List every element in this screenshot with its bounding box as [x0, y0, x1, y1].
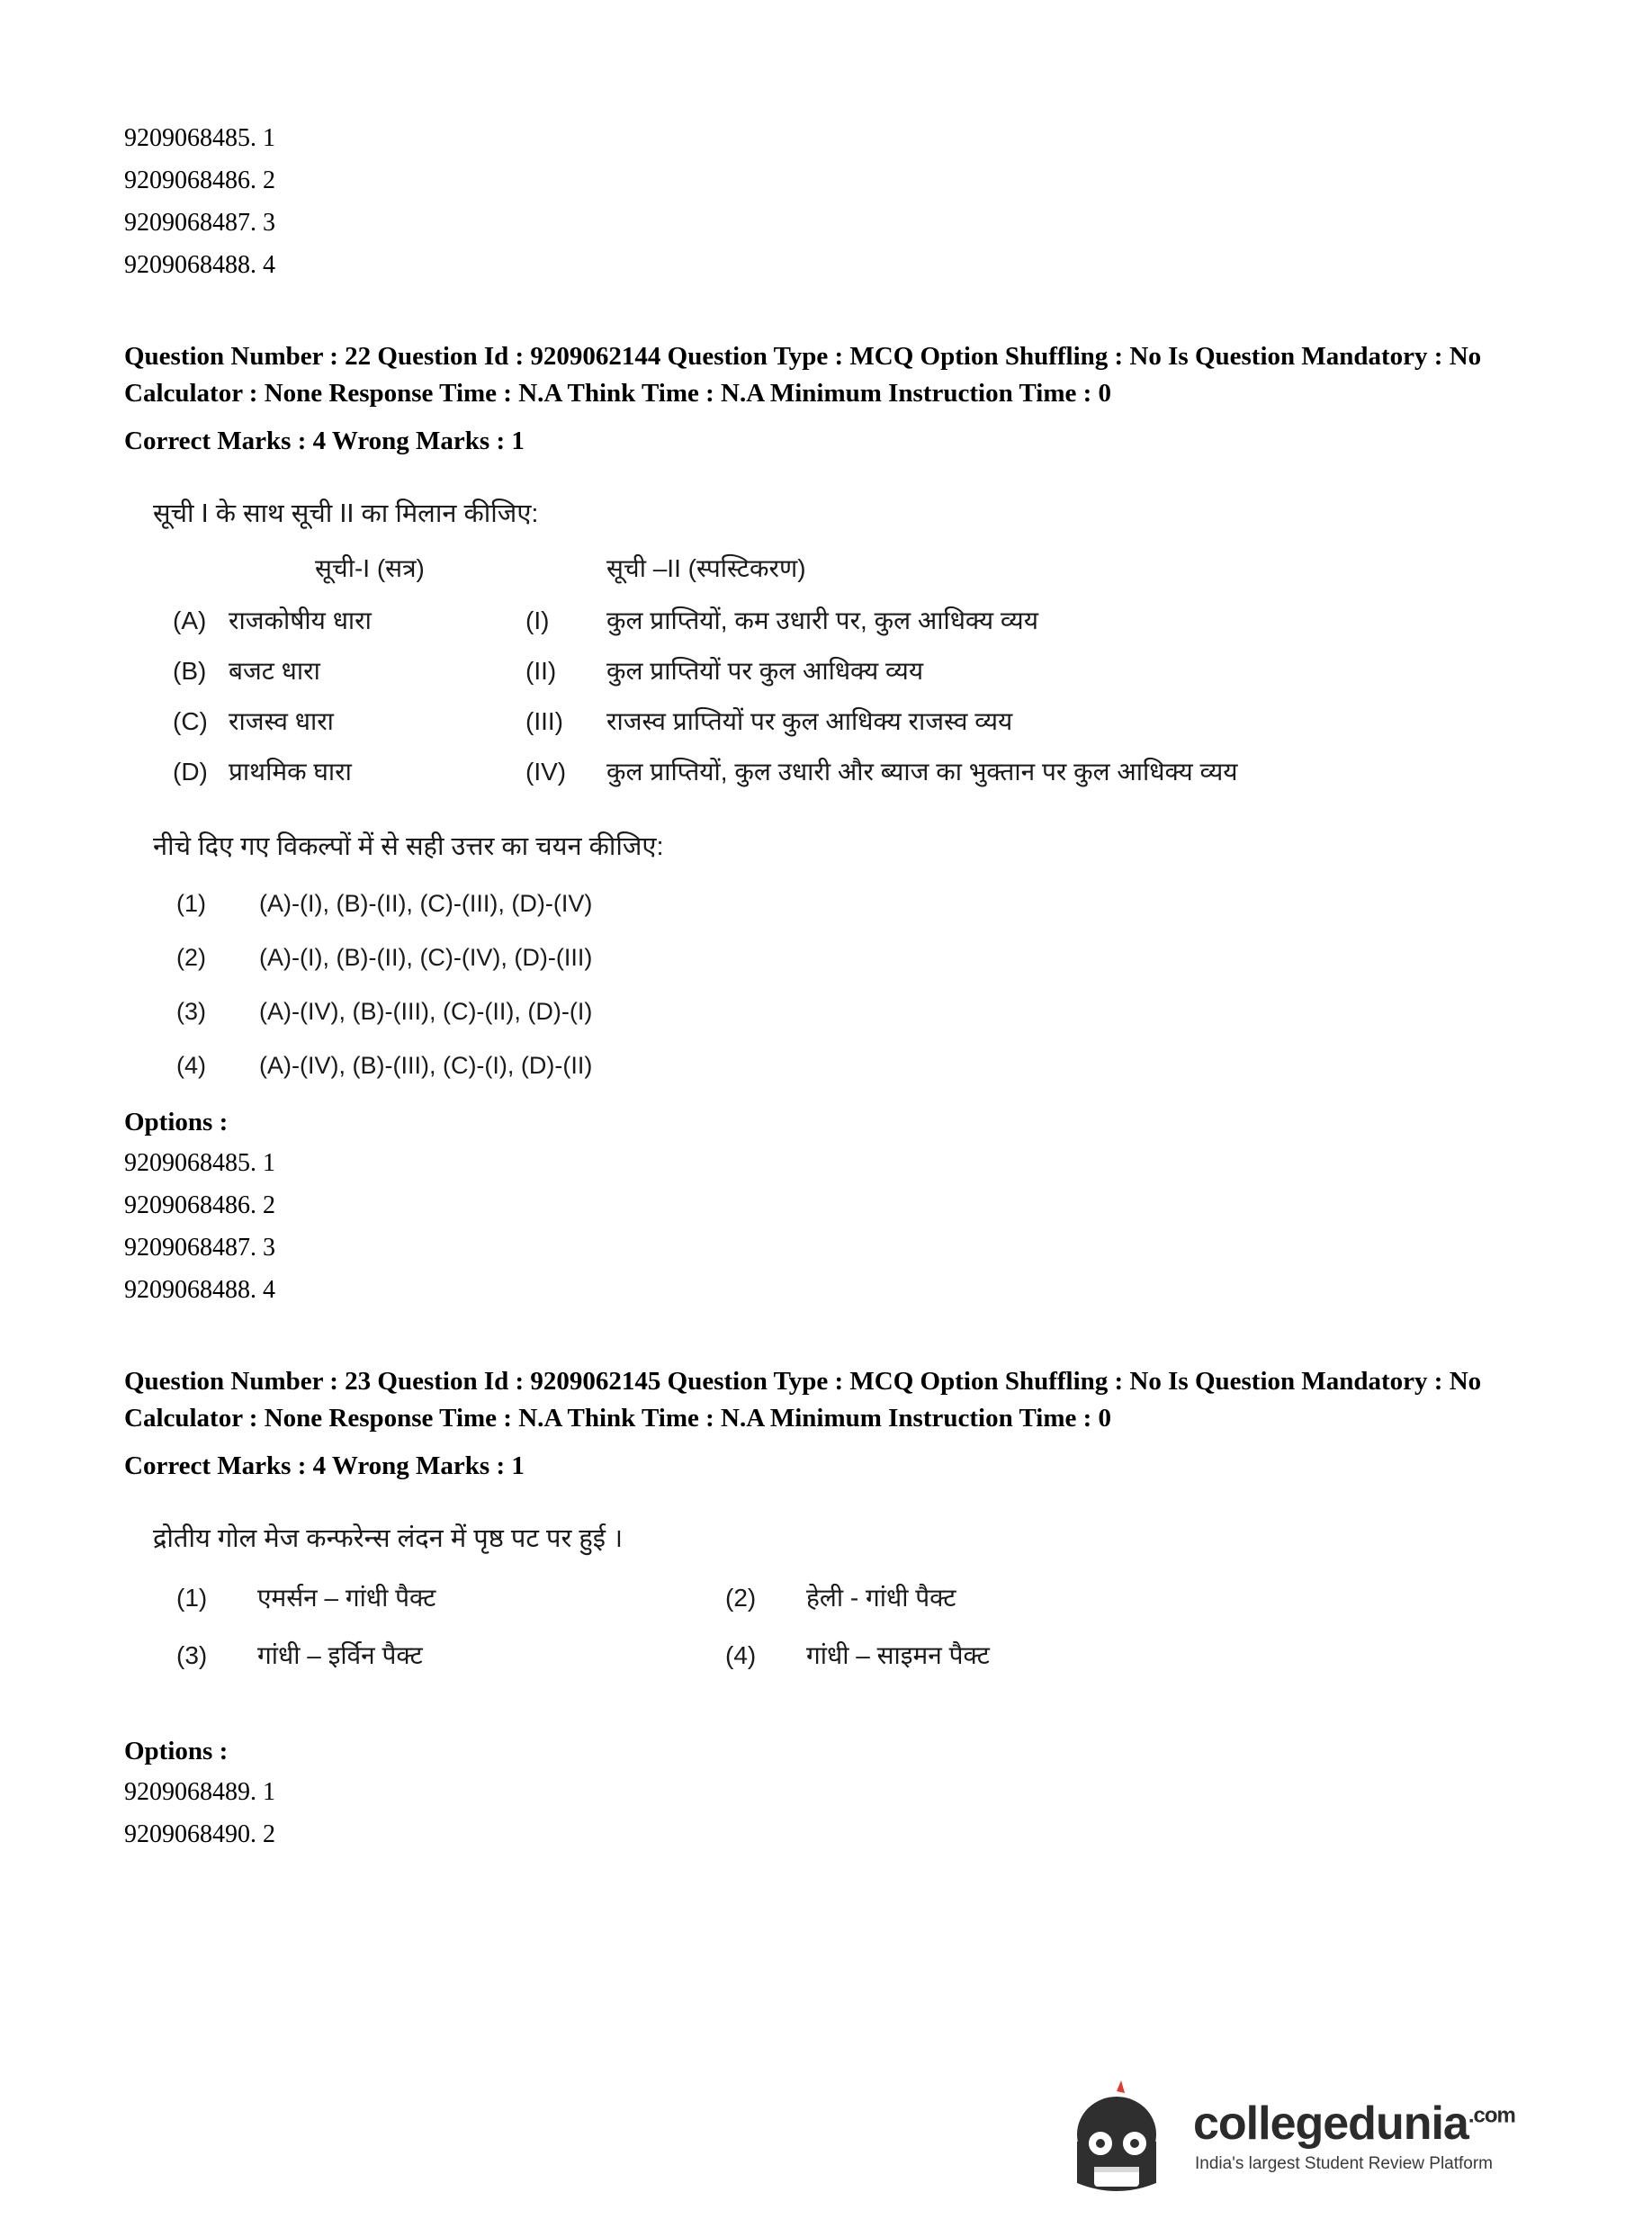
- option-id-list-top: [124, 117, 1528, 286]
- choice-text: (A)-(IV), (B)-(III), (C)-(II), (D)-(I): [259, 998, 593, 1025]
- option-id-line: 9209068488. 4: [124, 1276, 275, 1304]
- answer-choice-list: [151, 1580, 1274, 1695]
- right-label: (IV): [525, 758, 567, 786]
- list-1-header: सूची-I (सत्र): [315, 554, 425, 582]
- choice-number: (3): [176, 998, 206, 1025]
- answer-choice-row: [151, 1638, 1274, 1695]
- matching-table: [151, 552, 1290, 805]
- options-label: Options :: [124, 1737, 229, 1765]
- table-row: [151, 604, 1290, 654]
- option-id-line: 9209068489. 1: [124, 1778, 275, 1806]
- table-header-row: [151, 552, 1290, 604]
- watermark-brand: collegedunia$^{.com}$: [1193, 2098, 1515, 2150]
- option-id-line: 9209068486. 2: [124, 1191, 275, 1219]
- question-stem: द्रोतीय गोल मेज कन्फरेन्स लंदन में पृष्ठ पट पर हुई ।: [153, 1524, 624, 1553]
- question-meta: Question Number : 23 Question Id : 9209062145 Question Type : MCQ Option Shuffling : No Is Question Mandatory : No Calculator : None Response Time : N.A Think Time : N.A Minimum Instruction Time : 0: [124, 1367, 1482, 1433]
- choice-number[interactable]: (2): [725, 1584, 757, 1612]
- left-label: (B): [173, 657, 207, 685]
- option-id-line: 9209068490. 2: [124, 1820, 275, 1848]
- spacer: [124, 1695, 1528, 1731]
- table-row: [151, 705, 1290, 755]
- right-text: कुल प्राप्तियों पर कुल आधिक्य व्यय: [606, 657, 924, 685]
- answer-choice-row: [151, 1580, 1274, 1638]
- right-text: कुल प्राप्तियों, कुल उधारी और ब्याज का भुक्तान पर कुल आधिक्य व्यय: [606, 758, 1238, 786]
- page-content: [124, 117, 1528, 1855]
- watermark-brand-suffix: .com: [1468, 2103, 1515, 2128]
- left-text: प्राथमिक घारा: [229, 758, 352, 786]
- option-id-line: 9209068488. 4: [124, 251, 275, 279]
- right-text: राजस्व प्राप्तियों पर कुल आधिक्य राजस्व व्यय: [606, 707, 1013, 735]
- option-id-list: [124, 1771, 1528, 1855]
- header-blank: [151, 552, 229, 604]
- option-id-line: 9209068487. 3: [124, 1234, 275, 1262]
- table-row: [151, 654, 1290, 705]
- left-text: बजट धारा: [229, 657, 320, 685]
- choice-number: (4): [176, 1052, 206, 1079]
- answer-choice[interactable]: [151, 1048, 817, 1102]
- question-sub-stem: नीचे दिए गए विकल्पों में से सही उत्तर का चयन कीजिए:: [153, 832, 664, 861]
- answer-choice-list: [151, 886, 817, 1102]
- option-id-line: 9209068487. 3: [124, 209, 275, 237]
- option-id-line: 9209068485. 1: [124, 1149, 275, 1177]
- right-label: (III): [525, 707, 563, 735]
- choice-text[interactable]: हेली - गांधी पैक्ट: [806, 1584, 956, 1612]
- choice-text[interactable]: गांधी – साइमन पैक्ट: [806, 1641, 990, 1669]
- right-label: (I): [525, 606, 550, 634]
- answer-choice[interactable]: [151, 940, 817, 994]
- left-text: राजकोषीय धारा: [229, 606, 372, 634]
- left-text: राजस्व धारा: [229, 707, 334, 735]
- right-text: कुल प्राप्तियों, कम उधारी पर, कुल आधिक्य व्यय: [606, 606, 1038, 634]
- left-label: (C): [173, 707, 208, 735]
- choice-text: (A)-(I), (B)-(II), (C)-(IV), (D)-(III): [259, 944, 593, 971]
- answer-choice[interactable]: [151, 886, 817, 940]
- question-marks: Correct Marks : 4 Wrong Marks : 1: [124, 427, 525, 455]
- choice-number[interactable]: (1): [176, 1584, 208, 1612]
- collegedunia-mascot-icon: [1058, 2079, 1175, 2196]
- option-id-list: [124, 1142, 1528, 1311]
- options-label: Options :: [124, 1108, 229, 1136]
- right-label: (II): [525, 657, 557, 685]
- choice-number[interactable]: (3): [176, 1641, 208, 1669]
- choice-text: (A)-(IV), (B)-(III), (C)-(I), (D)-(II): [259, 1052, 593, 1079]
- choice-text[interactable]: गांधी – इर्विन पैक्ट: [257, 1641, 423, 1669]
- choice-text: (A)-(I), (B)-(II), (C)-(III), (D)-(IV): [259, 890, 593, 917]
- question-meta: Question Number : 22 Question Id : 9209062144 Question Type : MCQ Option Shuffling : No Is Question Mandatory : No Calculator : None Response Time : N.A Think Time : N.A Minimum Instruction Time : 0: [124, 342, 1482, 408]
- list-2-header: सूची –II (स्पस्टिकरण): [606, 554, 806, 582]
- header-blank-2: [525, 552, 606, 604]
- question-block-22: [124, 338, 1528, 1311]
- table-row: [151, 755, 1290, 805]
- watermark-tagline: India's largest Student Review Platform: [1195, 2154, 1494, 2173]
- question-block-23: [124, 1363, 1528, 1855]
- question-stem: सूची I के साथ सूची II का मिलान कीजिए:: [153, 499, 539, 528]
- choice-text[interactable]: एमर्सन – गांधी पैक्ट: [257, 1584, 436, 1612]
- option-id-line: 9209068485. 1: [124, 124, 275, 152]
- spacer: [124, 1311, 1528, 1363]
- spacer: [124, 460, 1528, 496]
- choice-number: (2): [176, 944, 206, 971]
- spacer: [124, 1485, 1528, 1521]
- left-label: (D): [173, 758, 208, 786]
- choice-number: (1): [176, 890, 206, 917]
- option-id-line: 9209068486. 2: [124, 166, 275, 194]
- left-label: (A): [173, 606, 207, 634]
- question-marks: Correct Marks : 4 Wrong Marks : 1: [124, 1451, 525, 1480]
- spacer: [124, 286, 1528, 338]
- question-body: [124, 460, 1528, 1102]
- answer-choice[interactable]: [151, 994, 817, 1048]
- choice-number[interactable]: (4): [725, 1641, 757, 1669]
- question-body: [124, 1485, 1528, 1695]
- collegedunia-watermark: [1058, 2071, 1598, 2206]
